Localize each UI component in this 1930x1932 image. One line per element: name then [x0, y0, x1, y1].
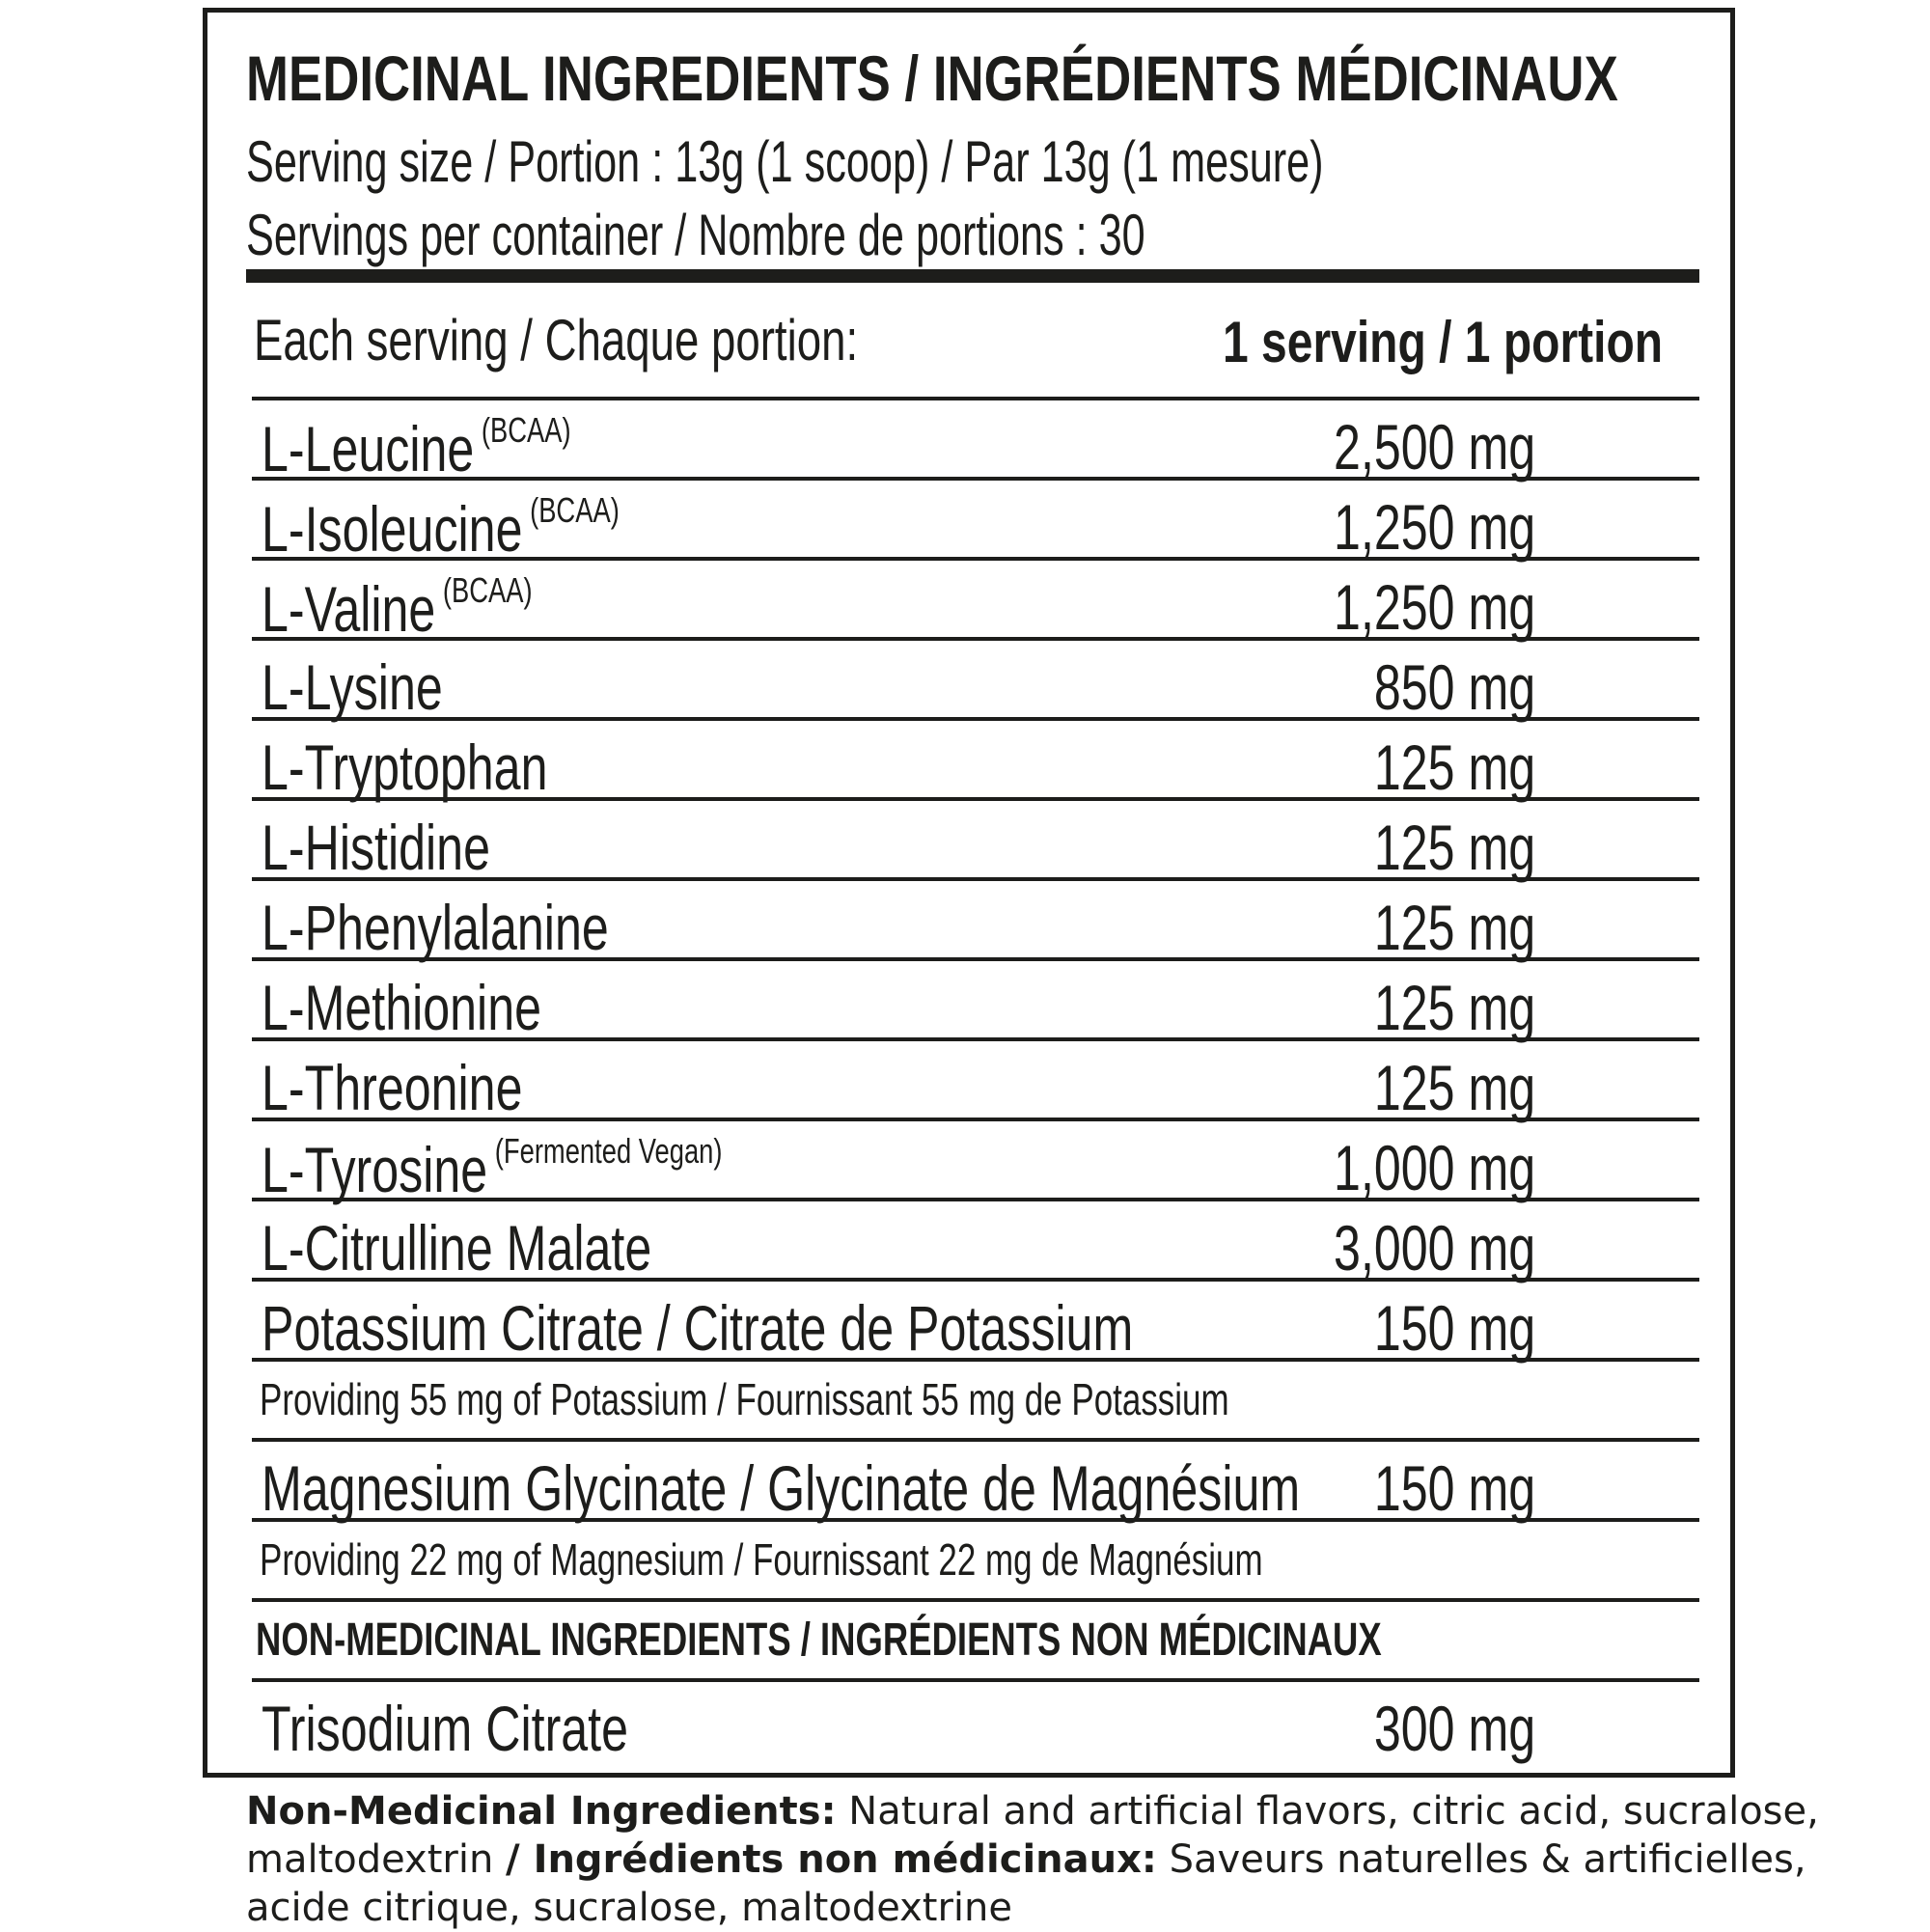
ingredient-amount: 1,250 mg	[1333, 491, 1535, 563]
trisodium-name: Trisodium Citrate	[262, 1693, 628, 1764]
ingredient-name: L-Citrulline Malate	[262, 1212, 652, 1283]
panel-title: MEDICINAL INGREDIENTS / INGRÉDIENTS MÉDICINAUX	[246, 42, 1618, 114]
table-header	[254, 307, 1692, 384]
footer-label-fr: / Ingrédients non médicinaux:	[506, 1837, 1157, 1882]
table-row	[252, 1438, 1699, 1524]
ingredient-name: L-Methionine	[262, 972, 541, 1043]
ingredient-qualifier: (BCAA)	[442, 570, 533, 610]
serving-size: Serving size / Portion : 13g (1 scoop) / Par 13g (1 mesure)	[246, 129, 1324, 194]
ingredient-name: L-Leucine $^{(BCAA)}$	[262, 410, 571, 484]
header-label: Each serving / Chaque portion:	[254, 308, 859, 373]
ingredient-amount: 1,000 mg	[1333, 1132, 1535, 1203]
ingredient-amount: 850 mg	[1373, 651, 1535, 723]
ingredient-table	[252, 397, 1699, 1764]
ingredient-amount: 1,250 mg	[1333, 571, 1535, 643]
table-row	[252, 1198, 1699, 1283]
magnesium-note: Providing 22 mg of Magnesium / Fournissant 22 mg de Magnésium	[260, 1534, 1263, 1585]
non-medicinal-heading-row	[252, 1598, 1699, 1678]
magnesium-note-row	[252, 1518, 1699, 1598]
magnesium-amount: 150 mg	[1373, 1452, 1535, 1524]
header-amount: 1 serving / 1 portion	[1222, 310, 1663, 374]
table-row	[252, 557, 1699, 645]
table-row	[252, 717, 1699, 803]
ingredient-amount: 3,000 mg	[1333, 1212, 1535, 1283]
ingredient-name: L-Tryptophan	[262, 731, 548, 803]
table-row	[252, 1118, 1699, 1205]
table-row	[252, 1037, 1699, 1123]
table-row	[252, 397, 1699, 484]
table-row	[252, 1278, 1699, 1364]
ingredient-name: L-Lysine	[262, 651, 443, 723]
ingredient-name: L-Histidine	[262, 812, 490, 883]
ingredient-amount: 125 mg	[1373, 972, 1535, 1043]
ingredient-qualifier: (BCAA)	[530, 490, 620, 530]
ingredient-name: L-Tyrosine $^{(Fermented Vegan)}$	[262, 1131, 723, 1205]
footer-text-fr: Saveurs naturelles & artificielles, acide citrique, sucralose, maltodextrine	[246, 1837, 1806, 1930]
ingredient-name: Potassium Citrate / Citrate de Potassium	[262, 1292, 1134, 1364]
potassium-note: Providing 55 mg of Potassium / Fournissant 55 mg de Potassium	[260, 1374, 1229, 1424]
non-medicinal-footer	[246, 1787, 1887, 1932]
footer-text-en: Natural and artificial flavors, citric acid, sucralose, maltodextrin	[246, 1789, 1819, 1882]
table-row	[252, 1678, 1699, 1764]
medicinal-ingredients-panel	[203, 8, 1735, 1778]
footer-label-en: Non-Medicinal Ingredients:	[246, 1789, 837, 1834]
ingredient-amount: 2,500 mg	[1333, 411, 1535, 483]
table-row	[252, 877, 1699, 963]
trisodium-amount: 300 mg	[1373, 1693, 1535, 1764]
ingredient-name: L-Valine $^{(BCAA)}$	[262, 570, 533, 645]
table-row	[252, 957, 1699, 1043]
ingredient-amount: 125 mg	[1373, 731, 1535, 803]
ingredient-qualifier: (BCAA)	[481, 410, 571, 450]
ingredient-amount: 125 mg	[1373, 812, 1535, 883]
ingredient-amount: 150 mg	[1373, 1292, 1535, 1364]
potassium-note-row	[252, 1358, 1699, 1438]
non-medicinal-heading: NON-MEDICINAL INGREDIENTS / INGRÉDIENTS NON MÉDICINAUX	[256, 1615, 1382, 1666]
thick-divider	[246, 269, 1699, 283]
ingredient-name: L-Isoleucine $^{(BCAA)}$	[262, 490, 620, 565]
ingredient-name: L-Phenylalanine	[262, 892, 609, 963]
servings-per-container: Servings per container / Nombre de portions : 30	[246, 203, 1145, 267]
magnesium-name: Magnesium Glycinate / Glycinate de Magnésium	[262, 1452, 1301, 1524]
ingredient-name: L-Threonine	[262, 1052, 523, 1123]
table-row	[252, 477, 1699, 565]
ingredient-amount: 125 mg	[1373, 1052, 1535, 1123]
ingredient-amount: 125 mg	[1373, 892, 1535, 963]
table-row	[252, 797, 1699, 883]
table-row	[252, 637, 1699, 723]
ingredient-qualifier: (Fermented Vegan)	[494, 1131, 723, 1171]
